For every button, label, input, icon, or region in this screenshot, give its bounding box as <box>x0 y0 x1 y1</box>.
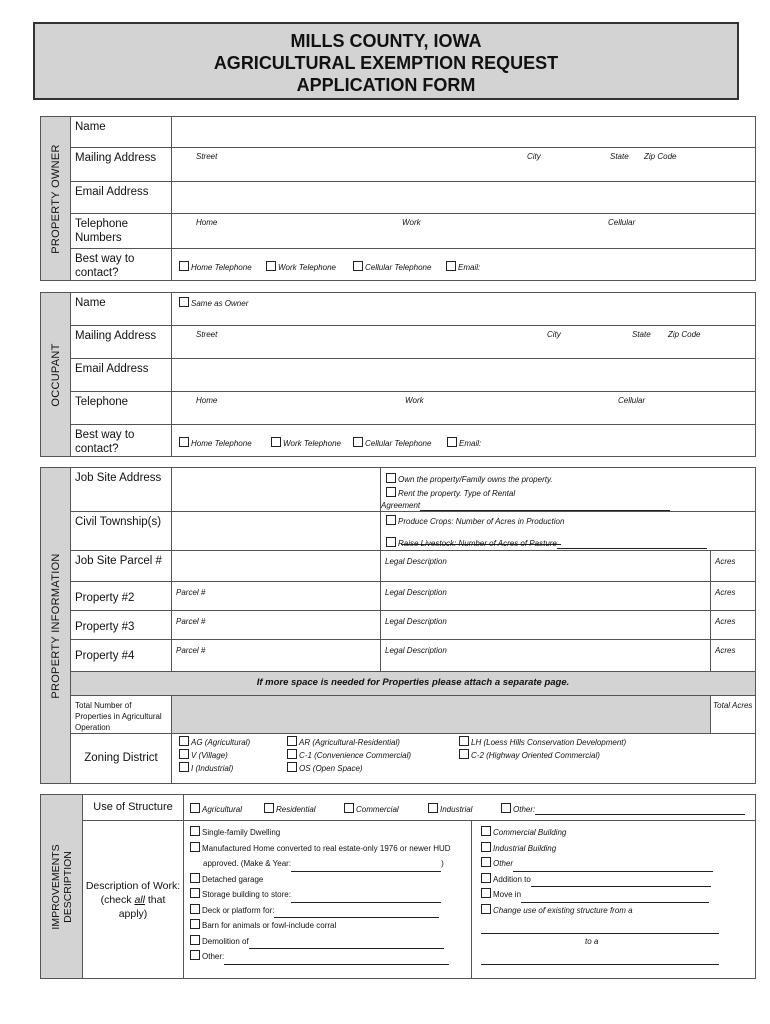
owner-work-hint: Work <box>402 218 421 227</box>
work-addition[interactable]: Addition to <box>481 872 719 888</box>
improvements-side-label: IMPROVEMENTS DESCRIPTION <box>41 795 83 979</box>
total-properties-field[interactable] <box>172 696 711 734</box>
checkbox-icon[interactable] <box>344 803 354 813</box>
property-info-side-label: PROPERTY INFORMATION <box>41 468 71 784</box>
owner-contact-label: Best way to contact? <box>71 249 172 281</box>
property-2-acres-field[interactable]: Acres <box>711 582 756 611</box>
checkbox-icon[interactable] <box>190 888 200 898</box>
property-2-label: Property #2 <box>71 582 172 611</box>
property-owner-side-label: PROPERTY OWNER <box>41 117 71 281</box>
title-form: APPLICATION FORM <box>296 75 476 95</box>
description-of-work-label: Description of Work: (check all that apply) <box>83 821 184 979</box>
job-site-address-field[interactable] <box>172 468 381 512</box>
owner-zip-hint: Zip Code <box>644 152 677 161</box>
checkbox-icon[interactable] <box>179 297 189 307</box>
owner-phone-label: Telephone Numbers <box>71 214 172 249</box>
title-request: AGRICULTURAL EXEMPTION REQUEST <box>213 53 559 73</box>
owner-name-field[interactable] <box>172 117 756 148</box>
owner-contact-work[interactable]: Work Telephone <box>266 261 336 273</box>
checkbox-icon[interactable] <box>501 803 511 813</box>
use-residential[interactable]: Residential <box>264 803 316 815</box>
parcel-row-job-site <box>41 551 756 582</box>
job-site-legal-field[interactable]: Legal Description <box>381 551 711 582</box>
owner-contact-options <box>172 249 756 281</box>
civil-township-label: Civil Township(s) <box>71 512 172 551</box>
owner-email-label: Email Address <box>71 182 172 214</box>
own-property-checkbox[interactable]: Own the property/Family owns the property. <box>386 473 553 485</box>
more-space-notice: If more space is needed for Properties please attach a separate page. <box>71 672 756 696</box>
owner-home-hint: Home <box>196 218 218 227</box>
use-other[interactable]: Other: <box>501 803 745 815</box>
checkbox-icon[interactable] <box>190 919 200 929</box>
work-other[interactable]: Other: <box>190 949 451 965</box>
checkbox-icon[interactable] <box>266 261 276 271</box>
zoning-ag[interactable]: AG (Agricultural) <box>179 736 250 749</box>
property-3-acres-field[interactable]: Acres <box>711 611 756 640</box>
property-2-legal-field[interactable]: Legal Description <box>381 582 711 611</box>
property-2-parcel-field[interactable]: Parcel # <box>172 582 381 611</box>
same-as-owner-checkbox[interactable]: Same as Owner <box>179 297 248 309</box>
job-site-parcel-field[interactable] <box>172 551 381 582</box>
zoning-ar[interactable]: AR (Agricultural-Residential) <box>287 736 411 749</box>
work-storage-building[interactable]: Storage building to store: <box>190 887 451 903</box>
work-make-year[interactable]: approved. (Make & Year: ) <box>190 856 451 872</box>
work-barn[interactable]: Barn for animals or fowl-include corral <box>190 918 451 934</box>
owner-city-hint: City <box>527 152 541 161</box>
checkbox-icon[interactable] <box>428 803 438 813</box>
change-use-to-a: to a <box>585 936 599 946</box>
checkbox-icon[interactable] <box>353 437 363 447</box>
property-information-section <box>40 467 756 784</box>
agreement-line[interactable]: Agreement <box>381 500 670 511</box>
civil-township-field[interactable] <box>172 512 381 551</box>
checkbox-icon[interactable] <box>481 888 491 898</box>
parcel-row-4 <box>41 640 756 672</box>
work-industrial-building[interactable]: Industrial Building <box>481 841 719 857</box>
ownership-options <box>381 468 756 512</box>
checkbox-icon[interactable] <box>179 736 189 746</box>
checkbox-icon[interactable] <box>459 749 469 759</box>
checkbox-icon[interactable] <box>179 749 189 759</box>
occupant-contact-label: Best way to contact? <box>71 425 172 457</box>
checkbox-icon[interactable] <box>190 826 200 836</box>
owner-name-label: Name <box>71 117 172 148</box>
job-site-address-label: Job Site Address <box>71 468 172 512</box>
zoning-i[interactable]: I (Industrial) <box>179 762 250 775</box>
zoning-district-label: Zoning District <box>71 734 172 784</box>
change-use-to-line[interactable] <box>481 949 719 965</box>
checkbox-icon[interactable] <box>179 437 189 447</box>
checkbox-icon[interactable] <box>481 857 491 867</box>
rent-property-checkbox[interactable]: Rent the property. Type of Rental <box>386 487 515 499</box>
job-site-acres-field[interactable]: Acres <box>711 551 756 582</box>
work-move-in[interactable]: Move in <box>481 887 719 903</box>
zoning-os[interactable]: OS (Open Space) <box>287 762 411 775</box>
owner-mailing-field[interactable] <box>172 148 756 182</box>
work-change-use[interactable]: Change use of existing structure from a <box>481 903 719 919</box>
checkbox-icon[interactable] <box>481 842 491 852</box>
property-4-parcel-field[interactable]: Parcel # <box>172 640 381 672</box>
zoning-col-3 <box>459 736 626 762</box>
checkbox-icon[interactable] <box>179 762 189 772</box>
owner-state-hint: State <box>610 152 629 161</box>
work-commercial-building[interactable]: Commercial Building <box>481 825 719 841</box>
zoning-lh[interactable]: LH (Loess Hills Conservation Development) <box>459 736 626 749</box>
zoning-col-1 <box>179 736 250 775</box>
occupant-contact-home[interactable]: Home Telephone <box>179 437 252 449</box>
title-county: MILLS COUNTY, IOWA <box>290 31 482 51</box>
owner-contact-home[interactable]: Home Telephone <box>179 261 252 273</box>
produce-crops-checkbox[interactable]: Produce Crops: Number of Acres in Production <box>386 515 564 527</box>
checkbox-icon[interactable] <box>481 873 491 883</box>
occupant-email-field[interactable] <box>172 359 756 392</box>
property-4-legal-field[interactable]: Legal Description <box>381 640 711 672</box>
occupant-cellular-hint: Cellular <box>618 396 646 405</box>
occupant-mailing-field[interactable] <box>172 326 756 359</box>
work-deck-platform[interactable]: Deck or platform for: <box>190 903 451 919</box>
total-properties-label: Total Number of Properties in Agricultural Operation <box>71 696 172 734</box>
occupant-home-hint: Home <box>196 396 218 405</box>
use-industrial[interactable]: Industrial <box>428 803 472 815</box>
checkbox-icon[interactable] <box>447 437 457 447</box>
work-left-column <box>190 825 451 965</box>
checkbox-icon[interactable] <box>386 473 396 483</box>
checkbox-icon[interactable] <box>264 803 274 813</box>
work-manufactured-home[interactable]: Manufactured Home converted to real estate-only 1976 or newer HUD <box>190 841 451 857</box>
occupant-zip-hint: Zip Code <box>668 330 701 339</box>
checkbox-icon[interactable] <box>190 935 200 945</box>
work-demolition[interactable]: Demolition of <box>190 934 451 950</box>
work-right-column <box>481 825 719 965</box>
checkbox-icon[interactable] <box>386 515 396 525</box>
checkbox-icon[interactable] <box>481 904 491 914</box>
occupant-contact-options <box>172 425 756 457</box>
checkbox-icon[interactable] <box>353 261 363 271</box>
form-title-box <box>33 22 739 100</box>
zoning-v[interactable]: V (Village) <box>179 749 250 762</box>
owner-contact-email[interactable]: Email: <box>446 261 480 273</box>
occupant-city-hint: City <box>547 330 561 339</box>
occupant-contact-email[interactable]: Email: <box>447 437 481 449</box>
property-3-label: Property #3 <box>71 611 172 640</box>
checkbox-icon[interactable] <box>190 873 200 883</box>
checkbox-icon[interactable] <box>481 826 491 836</box>
land-use-options <box>381 512 756 551</box>
change-use-from-line[interactable] <box>481 918 719 934</box>
occupant-street-hint: Street <box>196 330 218 339</box>
occupant-section <box>40 292 756 457</box>
checkbox-icon[interactable] <box>190 950 200 960</box>
total-acres-label: Total Acres <box>711 696 756 734</box>
property-4-acres-field[interactable]: Acres <box>711 640 756 672</box>
use-commercial[interactable]: Commercial <box>344 803 399 815</box>
occupant-email-label: Email Address <box>71 359 172 392</box>
checkbox-icon[interactable] <box>446 261 456 271</box>
checkbox-icon[interactable] <box>271 437 281 447</box>
owner-contact-cellular[interactable]: Cellular Telephone <box>353 261 431 273</box>
checkbox-icon[interactable] <box>287 736 297 746</box>
description-of-work-options <box>184 821 756 979</box>
checkbox-icon[interactable] <box>190 803 200 813</box>
checkbox-icon[interactable] <box>287 762 297 772</box>
checkbox-icon[interactable] <box>459 736 469 746</box>
occupant-state-hint: State <box>632 330 651 339</box>
parcel-row-2 <box>41 582 756 611</box>
occupant-phone-label: Telephone <box>71 392 172 425</box>
use-of-structure-label: Use of Structure <box>83 795 184 821</box>
checkbox-icon[interactable] <box>287 749 297 759</box>
use-agricultural[interactable]: Agricultural <box>190 803 242 815</box>
occupant-name-label: Name <box>71 293 172 326</box>
zoning-col-2 <box>287 736 411 775</box>
checkbox-icon[interactable] <box>179 261 189 271</box>
owner-street-hint: Street <box>196 152 218 161</box>
property-3-legal-field[interactable]: Legal Description <box>381 611 711 640</box>
occupant-side-label: OCCUPANT <box>41 293 71 457</box>
job-site-parcel-label: Job Site Parcel # <box>71 551 172 582</box>
checkbox-icon[interactable] <box>190 842 200 852</box>
occupant-name-field[interactable] <box>172 293 756 326</box>
occupant-contact-work[interactable]: Work Telephone <box>271 437 341 449</box>
zoning-c1[interactable]: C-1 (Convenience Commercial) <box>287 749 411 762</box>
work-detached-garage[interactable]: Detached garage <box>190 872 451 888</box>
improvements-section <box>40 794 756 979</box>
owner-phone-field[interactable] <box>172 214 756 249</box>
occupant-mailing-label: Mailing Address <box>71 326 172 359</box>
property-owner-section <box>40 116 756 281</box>
use-of-structure-options <box>184 795 756 821</box>
parcel-row-3 <box>41 611 756 640</box>
property-4-label: Property #4 <box>71 640 172 672</box>
checkbox-icon[interactable] <box>190 904 200 914</box>
work-single-family[interactable]: Single-family Dwelling <box>190 825 451 841</box>
property-3-parcel-field[interactable]: Parcel # <box>172 611 381 640</box>
checkbox-icon[interactable] <box>386 487 396 497</box>
checkbox-icon[interactable] <box>386 537 396 547</box>
owner-mailing-label: Mailing Address <box>71 148 172 182</box>
occupant-work-hint: Work <box>405 396 424 405</box>
zoning-c2[interactable]: C-2 (Highway Oriented Commercial) <box>459 749 626 762</box>
owner-email-field[interactable] <box>172 182 756 214</box>
work-other-right[interactable]: Other <box>481 856 719 872</box>
owner-cellular-hint: Cellular <box>608 218 636 227</box>
zoning-options <box>172 734 756 784</box>
occupant-contact-cellular[interactable]: Cellular Telephone <box>353 437 431 449</box>
occupant-phone-field[interactable] <box>172 392 756 425</box>
raise-livestock-checkbox[interactable]: Raise Livestock: Number of Acres of Pasture <box>386 537 707 549</box>
